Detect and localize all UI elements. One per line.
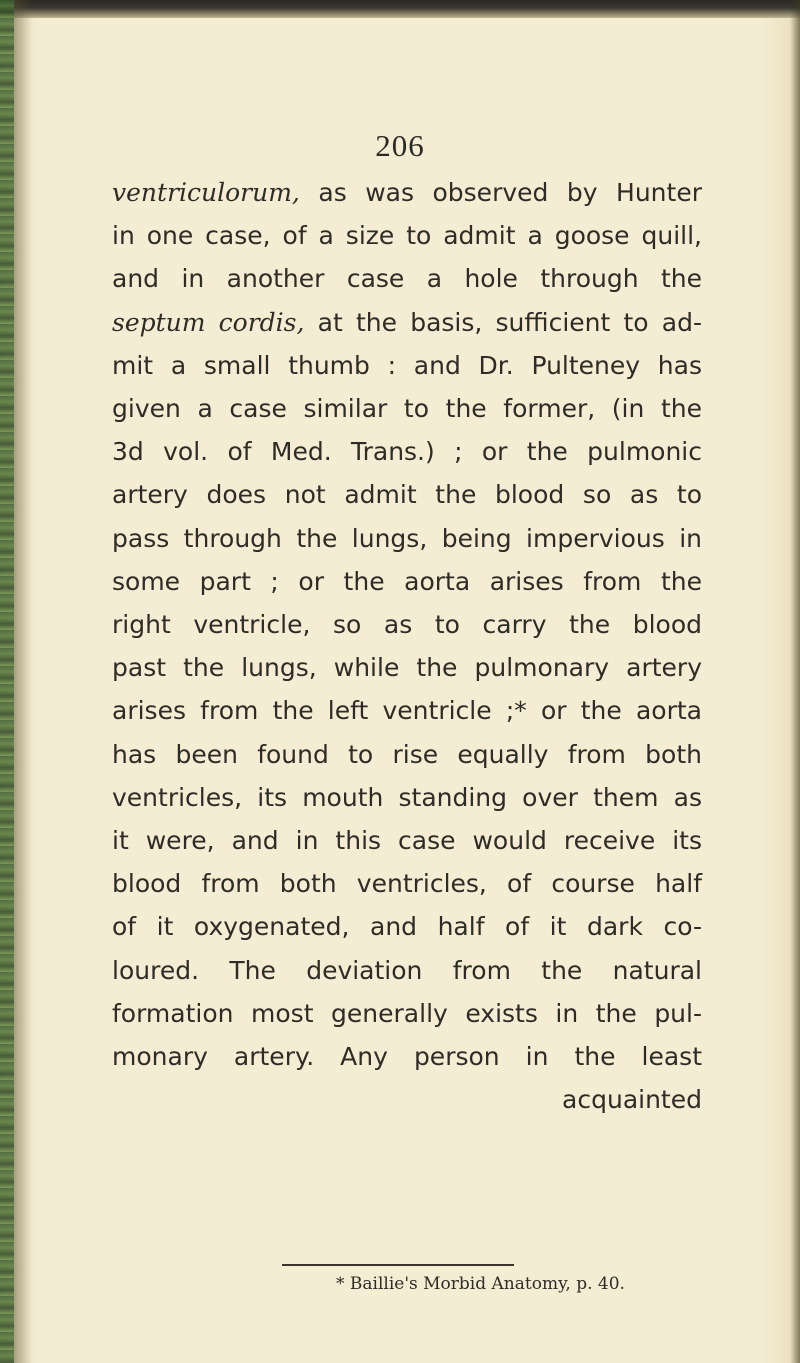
text-line: ventriculorum, as was observed by Hunter (112, 178, 702, 207)
text-line: formation most generally exists in the pul- (112, 998, 702, 1028)
text-line: mit a small thumb : and Dr. Pulteney has (112, 350, 702, 380)
page-right-edge (790, 0, 800, 1363)
text-line: right ventricle, so as to carry the blood (112, 610, 702, 640)
footnote: * Baillie's Morbid Anatomy, p. 40. (336, 1274, 625, 1294)
text-line: septum cordis, at the basis, sufficient to ad- (112, 307, 702, 337)
italic-term: septum cordis, (112, 307, 305, 337)
text-line: monary artery. Any person in the least (112, 1042, 702, 1072)
text-line: some part ; or the aorta arises from the (112, 566, 702, 596)
text-line: and in another case a hole through the (112, 264, 702, 294)
text-line: has been found to rise equally from both (112, 739, 702, 769)
text-line: artery does not admit the blood so as to (112, 480, 702, 510)
page-top-edge (0, 0, 800, 18)
text-line: in one case, of a size to admit a goose quill, (112, 221, 702, 251)
gutter-shadow (14, 0, 32, 1363)
text-line: past the lungs, while the pulmonary artery (112, 653, 702, 683)
footnote-rule (282, 1264, 514, 1266)
text-line: given a case similar to the former, (in the (112, 394, 702, 424)
text-line: it were, and in this case would receive its (112, 826, 702, 856)
text-line: arises from the left ventricle ;* or the aorta (112, 696, 702, 726)
italic-term: ventriculorum, (112, 178, 300, 207)
text-line: pass through the lungs, being impervious in (112, 523, 702, 553)
catchword: acquainted (562, 1085, 702, 1115)
text-line: 3d vol. of Med. Trans.) ; or the pulmonic (112, 437, 702, 467)
page-number: 206 (375, 128, 425, 163)
body-text (112, 171, 702, 1121)
text-line: blood from both ventricles, of course half (112, 869, 702, 899)
text-line: loured. The deviation from the natural (112, 955, 702, 985)
text-line: of it oxygenated, and half of it dark co- (112, 912, 702, 942)
text-line: ventricles, its mouth standing over them as (112, 782, 702, 812)
book-binding (0, 0, 14, 1363)
